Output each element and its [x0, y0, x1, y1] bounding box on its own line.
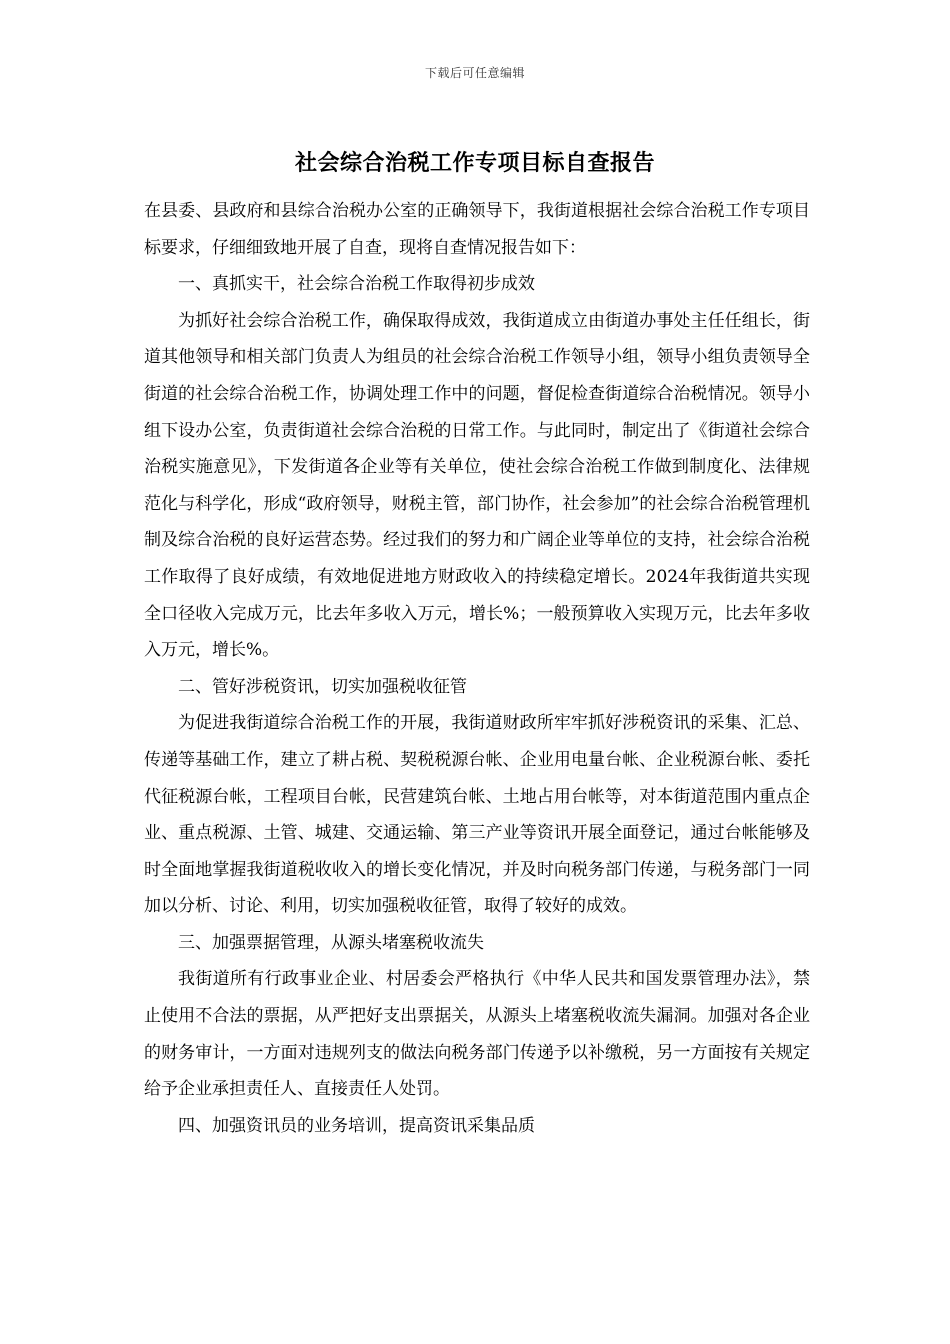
page-title: 社会综合治税工作专项目标自查报告 [294, 150, 655, 176]
intro-paragraph: 在县委、县政府和县综合治税办公室的正确领导下，我街道根据社会综合治税工作专项目标要求，仔细细致地开展了自查，现将自查情况报告如下： [144, 201, 810, 258]
section-paragraph-3: 我街道所有行政事业企业、村居委会严格执行《中华人民共和国发票管理办法》，禁止使用不合法的票据，从严把好支出票据关，从源头上堵塞税收流失漏洞。加强对各企业的财务审计，一方面对违规列支的做法向税务部门传递予以补缴税，另一方面按有关规定给予企业承担责任人、直接责任人处罚。 [144, 969, 810, 1100]
section-paragraph-1: 为抓好社会综合治税工作，确保取得成效，我街道成立由街道办事处主任任组长，街道其他领导和相关部门负责人为组员的社会综合治税工作领导小组，领导小组负责领导全街道的社会综合治税工作，协调处理工作中的问题，督促检查街道综合治税情况。领导小组下设办公室，负责街道社会综合治税的日常工作。与此同时，制定出了《街道社会综合治税实施意见》，下发街道各企业等有关单位，使社会综合治税工作做到制度化、法律规范化与科学化，形成“政府领导，财税主管，部门协作，社会参加”的社会综合治税管理机制及综合治税的良好运营态势。经过我们的努力和广阔企业等单位的支持，社会综合治税工作取得了良好成绩，有效地促进地方财政收入的持续稳定增长。2024年我街道共实现全口径收入完成万元，比去年多收入万元，增长%；一般预算收入实现万元，比去年多收入万元，增长%。 [144, 310, 810, 661]
document-body [144, 193, 810, 1144]
section-heading-1: 一、真抓实干，社会综合治税工作取得初步成效 [178, 274, 535, 295]
section-heading-4: 四、加强资讯员的业务培训，提高资讯采集品质 [178, 1115, 535, 1136]
header-note: 下载后可任意编辑 [424, 66, 525, 80]
section-heading-2: 二、管好涉税资讯，切实加强税收征管 [178, 676, 467, 697]
section-heading-3: 三、加强票据管理，从源头堵塞税收流失 [178, 932, 484, 953]
section-paragraph-2: 为促进我街道综合治税工作的开展，我街道财政所牢牢抓好涉税资讯的采集、汇总、传递等基础工作，建立了耕占税、契税税源台帐、企业用电量台帐、企业税源台帐、委托代征税源台帐，工程项目台帐，民营建筑台帐、土地占用台帐等，对本街道范围内重点企业、重点税源、土管、城建、交通运输、第三产业等资讯开展全面登记，通过台帐能够及时全面地掌握我街道税收收入的增长变化情况，并及时向税务部门传递，与税务部门一同加以分析、讨论、利用，切实加强税收征管，取得了较好的成效。 [144, 713, 810, 917]
